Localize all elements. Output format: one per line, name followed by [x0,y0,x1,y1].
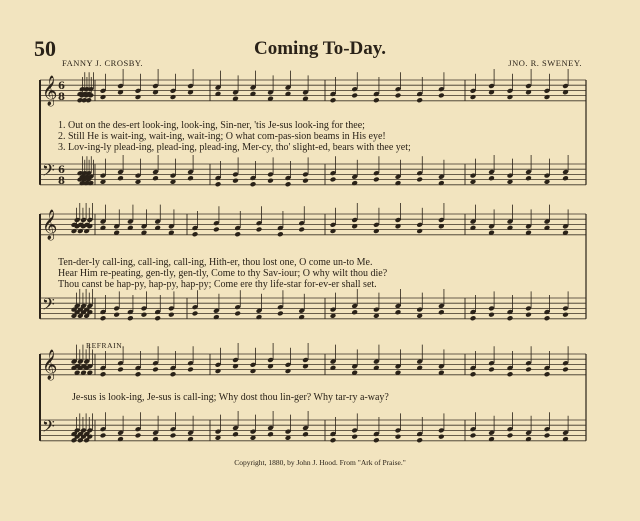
treble-clef-icon: 𝄞 [42,350,58,380]
time-signature-top: 6 [58,165,65,176]
notehead [470,371,477,377]
notehead [187,175,194,181]
notehead [544,371,551,377]
page-number: 50 [34,36,56,61]
notehead [267,431,274,437]
notehead [373,97,380,103]
notehead [267,178,274,184]
notehead [330,437,337,443]
notehead [135,433,142,439]
notehead [562,367,569,373]
copyright-notice: Copyright, 1880, by John J. Hood. From "Ark of Praise." [234,458,406,467]
notehead [85,97,92,103]
notehead [117,367,124,373]
notehead [373,228,380,234]
notehead [83,228,90,234]
notehead [395,93,402,99]
notehead [488,175,495,181]
notehead [416,97,423,103]
notehead [330,228,337,234]
treble-clef-icon: 𝄞 [42,210,58,240]
notehead [330,177,337,183]
notehead [170,94,177,100]
notehead [351,93,358,99]
notehead [544,315,551,321]
notehead [187,367,194,373]
notehead [507,315,514,321]
notehead [470,433,477,439]
notehead [232,431,239,437]
lyricist-credit: FANNY J. CROSBY. [62,58,144,68]
notehead [152,175,159,181]
notehead [525,175,532,181]
bass-clef-icon: 𝄢 [42,416,55,440]
notehead [525,312,532,318]
treble-clef-icon: 𝄞 [42,76,58,106]
notehead [525,367,532,373]
notehead [395,434,402,440]
notehead [71,228,78,234]
notehead [170,371,177,377]
notehead [438,434,445,440]
notehead [127,315,134,321]
notehead [507,371,514,377]
verse-lyric-line: 2. Still He is wait-ing, wait-ing, wait-ing; O what com-pas-sion beams in His eye! [58,131,386,142]
refrain-label: REFRAIN. [86,341,125,350]
notehead [135,94,142,100]
time-signature-bottom: 8 [58,92,65,103]
notehead [113,312,120,318]
composer-credit: JNO. R. SWENEY. [508,58,582,68]
notehead [135,371,142,377]
notehead [488,367,495,373]
notehead [438,309,445,315]
bass-clef-icon: 𝄢 [42,294,55,318]
notehead [100,94,107,100]
notehead [277,231,284,237]
notehead [234,311,241,317]
notehead [192,311,199,317]
notehead [351,309,358,315]
notehead [351,434,358,440]
time-signature-top: 6 [58,81,65,92]
notehead [192,231,199,237]
notehead [562,175,569,181]
notehead [100,433,107,439]
notehead [416,437,423,443]
verse-lyric-line: 3. Lov-ing-ly plead-ing, plead-ing, plead-ing, Mer-cy, tho' slight-ed, bears with thee yet; [58,142,411,153]
notehead [373,437,380,443]
notehead [373,177,380,183]
notehead [256,227,263,233]
hymn-title: Coming To-Day. [254,38,386,59]
notehead [285,181,292,187]
verse-lyric-line: Hear Him re-peating, gen-tly, gen-tly, Come to thy Sav-iour; O why wilt thou die? [58,268,388,279]
notehead [470,94,477,100]
notehead [152,367,159,373]
notehead [215,368,222,374]
notehead [77,228,84,234]
time-signature-bottom: 8 [58,176,65,187]
notehead [488,312,495,318]
verse-lyric-line: Ten-der-ly call-ing, call-ing, call-ing, Hith-er, thou lost one, O come un-to Me. [58,257,373,268]
notehead [302,431,309,437]
notehead [100,315,107,321]
notehead [250,368,257,374]
notehead [234,231,241,237]
notehead [562,312,569,318]
notehead [298,227,305,233]
notehead [285,368,292,374]
notehead [330,97,337,103]
notehead [507,94,514,100]
notehead [544,433,551,439]
notehead [395,309,402,315]
notehead [141,312,148,318]
notehead [544,94,551,100]
notehead [507,433,514,439]
notehead [250,181,257,187]
bass-clef-icon: 𝄢 [42,160,55,184]
notehead [170,433,177,439]
notehead [438,93,445,99]
notehead [416,177,423,183]
notehead [100,371,107,377]
verse-lyric-line: 1. Out on the des-ert look-ing, look-ing, Sin-ner, 'tis Je-sus look-ing for thee; [58,120,365,131]
notehead [168,312,175,318]
notehead [117,175,124,181]
notehead [416,228,423,234]
refrain-lyric-line: Je-sus is look-ing, Je-sus is call-ing; Why dost thou lin-ger? Why tar-ry a-way? [72,392,389,403]
notehead [302,178,309,184]
notehead [232,178,239,184]
notehead [154,315,161,321]
notehead [215,181,222,187]
verse-lyric-line: Thou canst be hap-py, hap-py, hap-py; Come ere thy life-star for-ev-er shall set. [58,279,377,290]
notehead [277,311,284,317]
notehead [470,315,477,321]
notehead [213,227,220,233]
